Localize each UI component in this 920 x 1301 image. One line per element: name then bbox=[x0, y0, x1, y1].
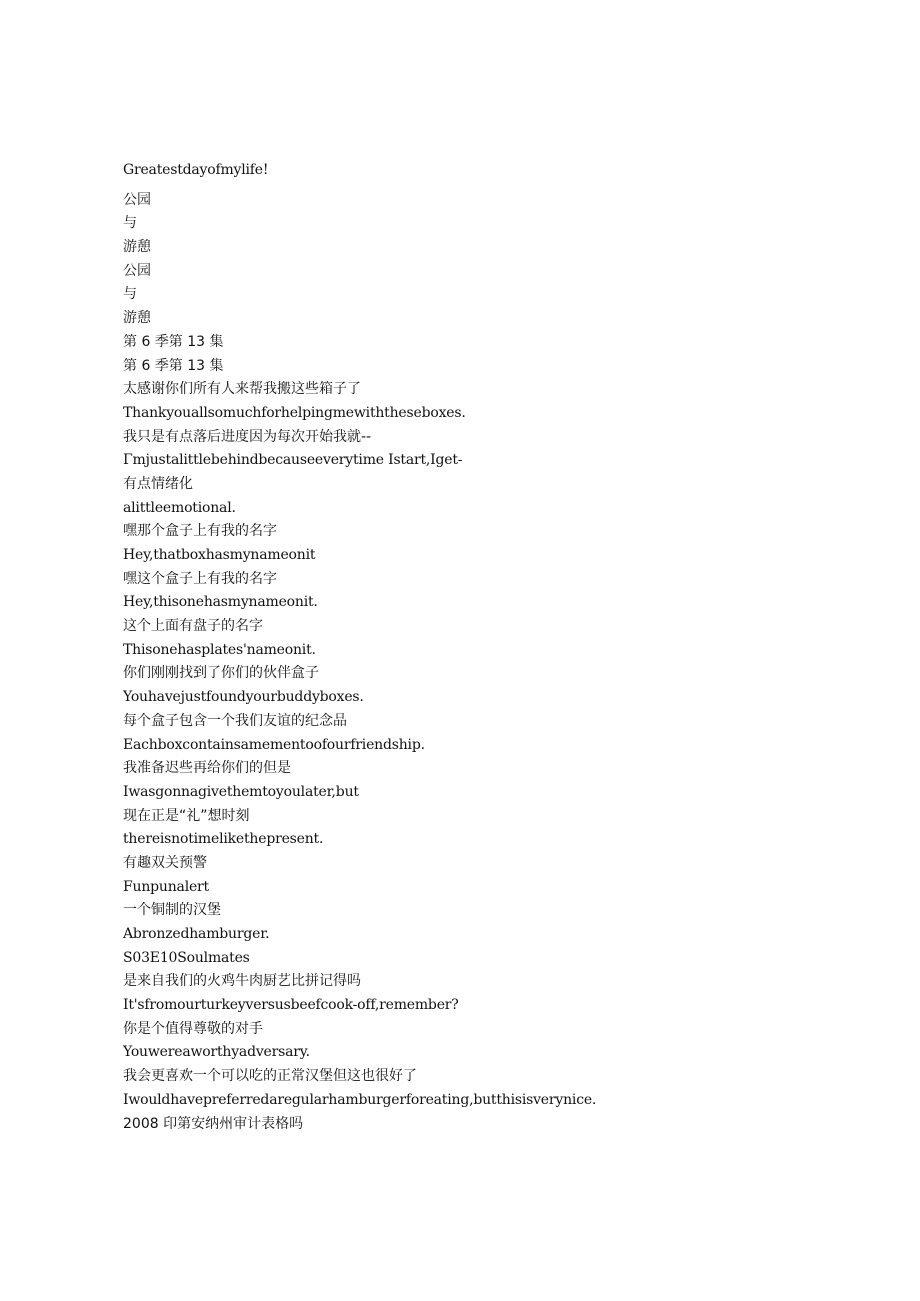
text-line: 现在正是“礼”想时刻 bbox=[123, 807, 250, 824]
text-line: 嘿那个盒子上有我的名字 bbox=[123, 523, 277, 540]
text-line: 公园 bbox=[123, 262, 151, 279]
text-line: Abronzedhamburger. bbox=[123, 926, 270, 942]
text-line: 每个盒子包含一个我们友谊的纪念品 bbox=[123, 712, 347, 729]
text-line: 公园 bbox=[123, 191, 151, 208]
text-line: 太感谢你们所有人来帮我搬这些箱子了 bbox=[123, 381, 361, 398]
text-line: S03E10Soulmates bbox=[123, 949, 250, 966]
text-line: 2008 印第安纳州审计表格吗 bbox=[123, 1115, 304, 1132]
text-line: Funpunalert bbox=[123, 878, 209, 895]
text-line: 这个上面有盘子的名字 bbox=[123, 618, 263, 635]
text-line: 一个铜制的汉堡 bbox=[123, 902, 221, 919]
text-line: 第 6 季第 13 集 bbox=[123, 333, 224, 350]
text-line: Thisonehasplates'nameonit. bbox=[123, 641, 316, 658]
text-line: Eachboxcontainsamementoofourfriendship. bbox=[123, 736, 425, 753]
text-line: Hey,thatboxhasmynameonit bbox=[123, 547, 316, 563]
text-line: 第 6 季第 13 集 bbox=[123, 357, 224, 374]
text-line: 有趣双关预警 bbox=[123, 854, 207, 871]
text-line: Youwereaworthyadversary. bbox=[123, 1044, 310, 1061]
text-line: 与 bbox=[123, 286, 137, 303]
text-line: Youhavejustfoundyourbuddyboxes. bbox=[123, 689, 364, 706]
document-body bbox=[123, 159, 893, 1136]
text-line: 嘿这个盒子上有我的名字 bbox=[123, 570, 277, 587]
text-line: 我只是有点落后进度因为每次开始我就-- bbox=[123, 428, 372, 445]
text-line: alittleemotional. bbox=[123, 499, 236, 516]
text-line: Iwouldhavepreferredaregularhamburgerforeating,butthisisverynice. bbox=[123, 1091, 597, 1108]
text-line: Γmjustalittlebehindbecauseeverytime Istart,Iget- bbox=[123, 452, 463, 469]
text-line: 与 bbox=[123, 215, 137, 232]
text-line: 有点情绪化 bbox=[123, 475, 193, 492]
text-line: 我准备迟些再给你们的但是 bbox=[123, 760, 291, 777]
text-line: 游憩 bbox=[123, 310, 151, 327]
text-line: Iwasgonnagivethemtoyoulater,but bbox=[123, 783, 359, 800]
text-line: 是来自我们的火鸡牛肉厨艺比拼记得吗 bbox=[123, 973, 361, 990]
text-line: 游憩 bbox=[123, 239, 151, 256]
text-line: Thankyouallsomuchforhelpingmewiththeseboxes. bbox=[123, 404, 466, 421]
text-line: 我会更喜欢一个可以吃的正常汉堡但这也很好了 bbox=[123, 1068, 417, 1085]
text-line: Hey,thisonehasmynameonit. bbox=[123, 594, 318, 611]
text-line: 你是个值得尊敬的对手 bbox=[123, 1020, 263, 1037]
text-line: thereisnotimelikethepresent. bbox=[123, 831, 324, 848]
text-line: Greatestdayofmylife! bbox=[123, 162, 269, 178]
text-line: 你们刚刚找到了你们的伙伴盒子 bbox=[123, 665, 319, 682]
text-line: It'sfromourturkeyversusbeefcook-off,remember? bbox=[123, 997, 459, 1014]
